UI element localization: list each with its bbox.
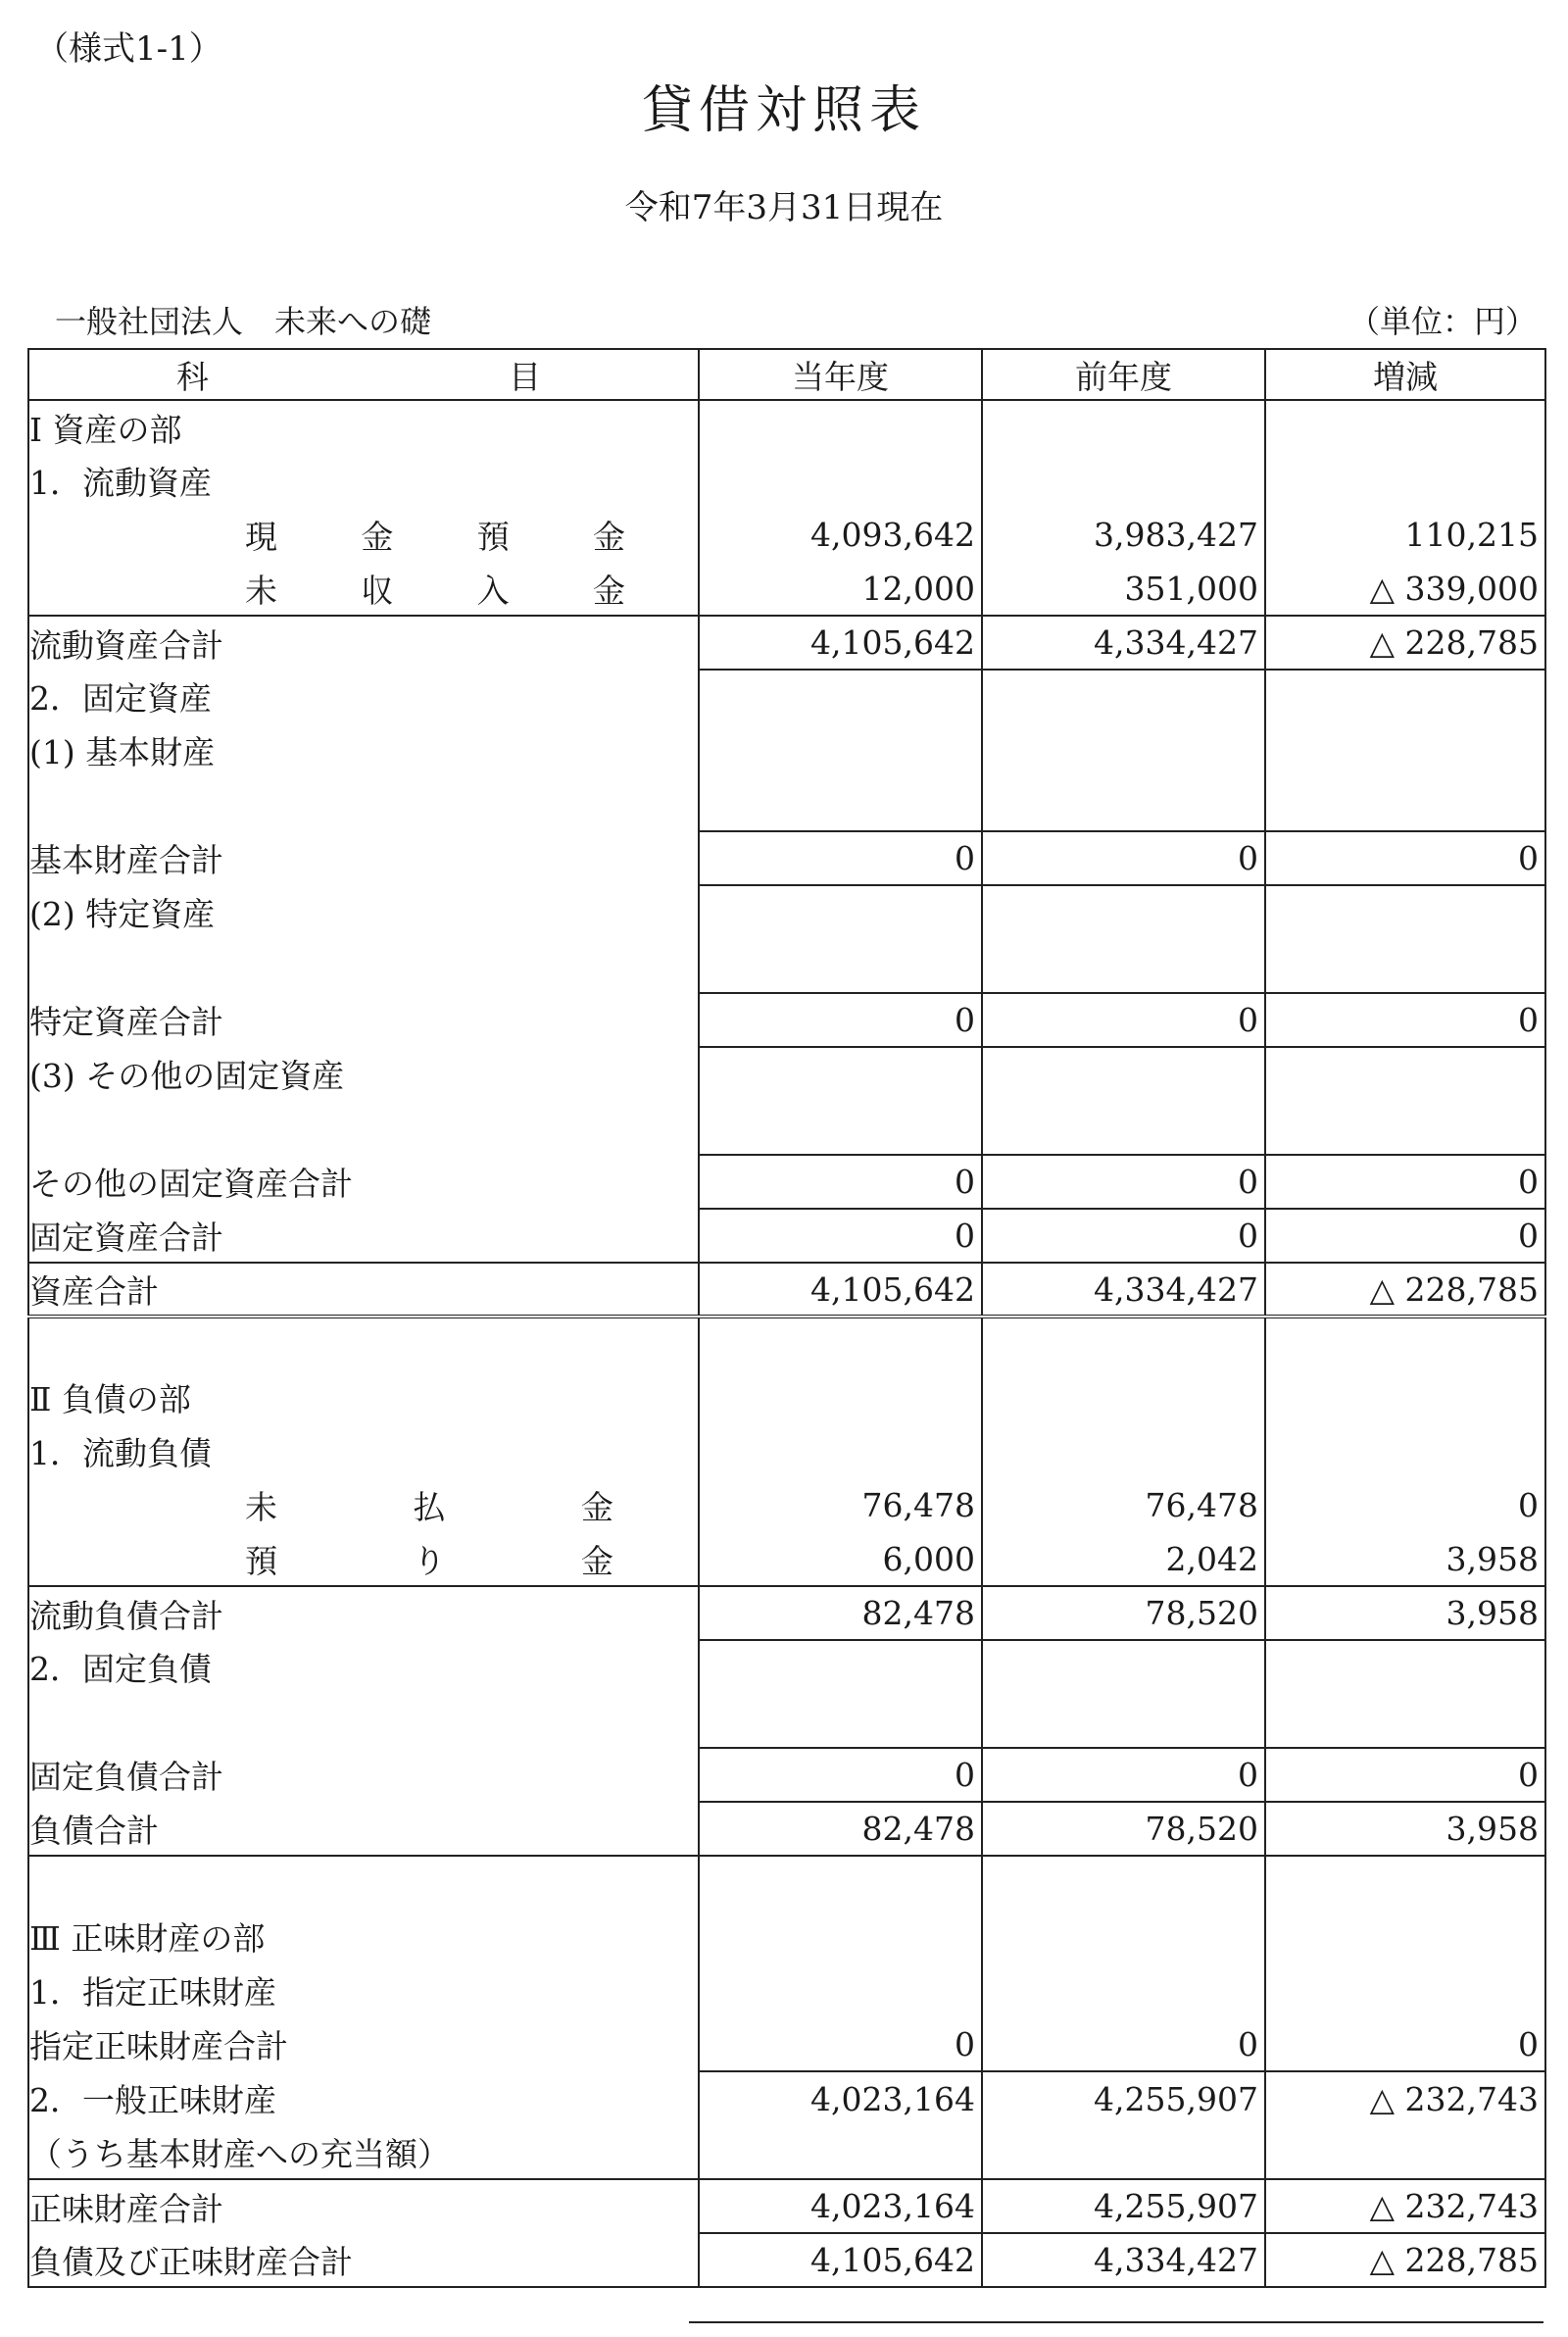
table-row — [28, 993, 1545, 1047]
cell-current: 0 — [699, 1155, 982, 1209]
char: 預 — [476, 518, 510, 556]
cell-previous: 4,255,907 — [982, 2071, 1265, 2125]
receivables-label — [28, 562, 699, 616]
document-title: 貸借対照表 — [641, 81, 926, 140]
unit-label: （単位：円） — [1348, 303, 1537, 340]
fixed-assets-total-label: 固定資産合計 — [28, 1209, 699, 1263]
cell-previous: 4,255,907 — [982, 2179, 1265, 2233]
cell-change: 0 — [1265, 2017, 1545, 2071]
cell-change: 0 — [1265, 1209, 1545, 1263]
assets-total-label: 資産合計 — [28, 1263, 699, 1317]
general-net-assets-label: 2．一般正味財産 — [28, 2071, 699, 2125]
char: 金 — [361, 518, 394, 556]
cell-current: 4,105,642 — [699, 2233, 982, 2287]
cell-current: 12,000 — [699, 562, 982, 616]
cell-previous: 351,000 — [982, 562, 1265, 616]
cell-change: △ 228,785 — [1265, 1263, 1545, 1317]
cell-current: 4,023,164 — [699, 2071, 982, 2125]
report-date: 令和7年3月31日現在 — [624, 188, 944, 227]
organization-name: 一般社団法人 未来への礎 — [55, 303, 432, 340]
cell-previous: 4,334,427 — [982, 2233, 1265, 2287]
cell-change: 3,958 — [1265, 1532, 1545, 1586]
section-title-assets: Ⅰ 資産の部 — [28, 400, 699, 454]
table-row — [28, 1155, 1545, 1209]
specified-assets-total-label: 特定資産合計 — [28, 993, 699, 1047]
cell-previous: 0 — [982, 1155, 1265, 1209]
table-row — [28, 562, 1545, 616]
cell-previous: 0 — [982, 1209, 1265, 1263]
cell-current: 82,478 — [699, 1802, 982, 1856]
balance-sheet-table — [27, 348, 1546, 2288]
cell-previous: 78,520 — [982, 1586, 1265, 1640]
cell-current: 76,478 — [699, 1478, 982, 1532]
cell-previous: 0 — [982, 2017, 1265, 2071]
basic-allocation-label: （うち基本財産への充当額） — [28, 2125, 699, 2179]
cell-change: △ 228,785 — [1265, 2233, 1545, 2287]
fixed-liabilities-total-label: 固定負債合計 — [28, 1748, 699, 1802]
cell-current: 4,105,642 — [699, 1263, 982, 1317]
current-liabilities-title: 1．流動負債 — [28, 1424, 699, 1478]
table-row — [28, 1478, 1545, 1532]
section-title-net-assets: Ⅲ 正味財産の部 — [28, 1910, 699, 1964]
table-row — [28, 1317, 1545, 1370]
net-assets-total-label: 正味財産合計 — [28, 2179, 699, 2233]
table-row — [28, 1964, 1545, 2017]
char: 現 — [245, 518, 277, 556]
cell-previous: 4,334,427 — [982, 1263, 1265, 1317]
char: 未 — [245, 1488, 277, 1526]
char: 収 — [361, 571, 394, 610]
table-row — [28, 1532, 1545, 1586]
other-fixed-assets-title: (3) その他の固定資産 — [28, 1047, 699, 1101]
fixed-liabilities-title: 2．固定負債 — [28, 1640, 699, 1694]
double-underline — [689, 2321, 1544, 2323]
char: 金 — [592, 518, 625, 556]
table-row — [28, 885, 1545, 939]
designated-net-assets-title: 1．指定正味財産 — [28, 1964, 699, 2017]
cell-change: 0 — [1265, 1748, 1545, 1802]
table-row — [28, 723, 1545, 777]
table-row — [28, 2071, 1545, 2125]
table-row — [28, 1101, 1545, 1155]
cell-previous: 0 — [982, 831, 1265, 885]
char: 金 — [581, 1488, 613, 1526]
cell-change: △ 232,743 — [1265, 2179, 1545, 2233]
cell-previous: 78,520 — [982, 1802, 1265, 1856]
char: 金 — [581, 1541, 613, 1580]
current-assets-title: 1．流動資産 — [28, 454, 699, 508]
fixed-assets-title: 2．固定資産 — [28, 670, 699, 723]
table-row — [28, 400, 1545, 454]
table-row — [28, 1856, 1545, 1910]
basic-property-title: (1) 基本財産 — [28, 723, 699, 777]
cell-previous: 4,334,427 — [982, 616, 1265, 670]
designated-net-assets-total-label: 指定正味財産合計 — [28, 2017, 699, 2071]
cell-current: 0 — [699, 1209, 982, 1263]
cell-previous: 76,478 — [982, 1478, 1265, 1532]
section-title-liabilities: Ⅱ 負債の部 — [28, 1370, 699, 1424]
char: り — [413, 1541, 446, 1580]
cell-change: 3,958 — [1265, 1586, 1545, 1640]
cell-previous: 3,983,427 — [982, 508, 1265, 562]
cell-previous: 0 — [982, 993, 1265, 1047]
table-row — [28, 2233, 1545, 2287]
header-item-right: 目 — [509, 357, 541, 396]
accounts-payable-label — [28, 1478, 699, 1532]
cell-current: 0 — [699, 1748, 982, 1802]
header-item-left: 科 — [176, 357, 209, 396]
cell-change: 0 — [1265, 993, 1545, 1047]
table-row — [28, 2017, 1545, 2071]
table-row — [28, 1694, 1545, 1748]
cell-change: △ 228,785 — [1265, 616, 1545, 670]
cash-deposits-label — [28, 508, 699, 562]
table-row — [28, 1910, 1545, 1964]
cell-change: 3,958 — [1265, 1802, 1545, 1856]
header-current-year: 当年度 — [699, 349, 982, 400]
cell-current: 82,478 — [699, 1586, 982, 1640]
table-row — [28, 508, 1545, 562]
cell-change: 110,215 — [1265, 508, 1545, 562]
table-row — [28, 616, 1545, 670]
table-row — [28, 777, 1545, 831]
table-row — [28, 1209, 1545, 1263]
cell-current: 0 — [699, 2017, 982, 2071]
table-row — [28, 2125, 1545, 2179]
char: 金 — [592, 571, 625, 610]
char: 預 — [245, 1541, 277, 1580]
liabilities-total-label: 負債合計 — [28, 1802, 699, 1856]
table-row — [28, 831, 1545, 885]
deposits-received-label — [28, 1532, 699, 1586]
basic-property-total-label: 基本財産合計 — [28, 831, 699, 885]
table-row — [28, 1047, 1545, 1101]
cell-current: 4,023,164 — [699, 2179, 982, 2233]
current-assets-total-label: 流動資産合計 — [28, 616, 699, 670]
table-row — [28, 670, 1545, 723]
cell-previous: 0 — [982, 1748, 1265, 1802]
cell-change: 0 — [1265, 1478, 1545, 1532]
table-row — [28, 2179, 1545, 2233]
char: 未 — [245, 571, 277, 610]
char: 払 — [413, 1488, 446, 1526]
cell-change: 0 — [1265, 1155, 1545, 1209]
other-fixed-assets-total-label: その他の固定資産合計 — [28, 1155, 699, 1209]
table-row — [28, 454, 1545, 508]
cell-change: △ 339,000 — [1265, 562, 1545, 616]
table-row — [28, 1586, 1545, 1640]
table-row — [28, 939, 1545, 993]
cell-change: 0 — [1265, 831, 1545, 885]
form-number: （様式1-1） — [35, 29, 222, 69]
current-liabilities-total-label: 流動負債合計 — [28, 1586, 699, 1640]
specified-assets-title: (2) 特定資産 — [28, 885, 699, 939]
header-row — [28, 349, 1545, 400]
cell-change: △ 232,743 — [1265, 2071, 1545, 2125]
cell-current: 4,105,642 — [699, 616, 982, 670]
table-row — [28, 1640, 1545, 1694]
table-row — [28, 1748, 1545, 1802]
char: 入 — [476, 571, 510, 610]
header-previous-year: 前年度 — [982, 349, 1265, 400]
header-change: 増減 — [1265, 349, 1545, 400]
grand-total-label: 負債及び正味財産合計 — [28, 2233, 699, 2287]
cell-current: 0 — [699, 831, 982, 885]
table-row — [28, 1263, 1545, 1317]
header-item — [28, 349, 699, 400]
table-row — [28, 1802, 1545, 1856]
table-row — [28, 1370, 1545, 1424]
cell-previous: 2,042 — [982, 1532, 1265, 1586]
cell-current: 6,000 — [699, 1532, 982, 1586]
cell-current: 0 — [699, 993, 982, 1047]
table-row — [28, 1424, 1545, 1478]
cell-current: 4,093,642 — [699, 508, 982, 562]
